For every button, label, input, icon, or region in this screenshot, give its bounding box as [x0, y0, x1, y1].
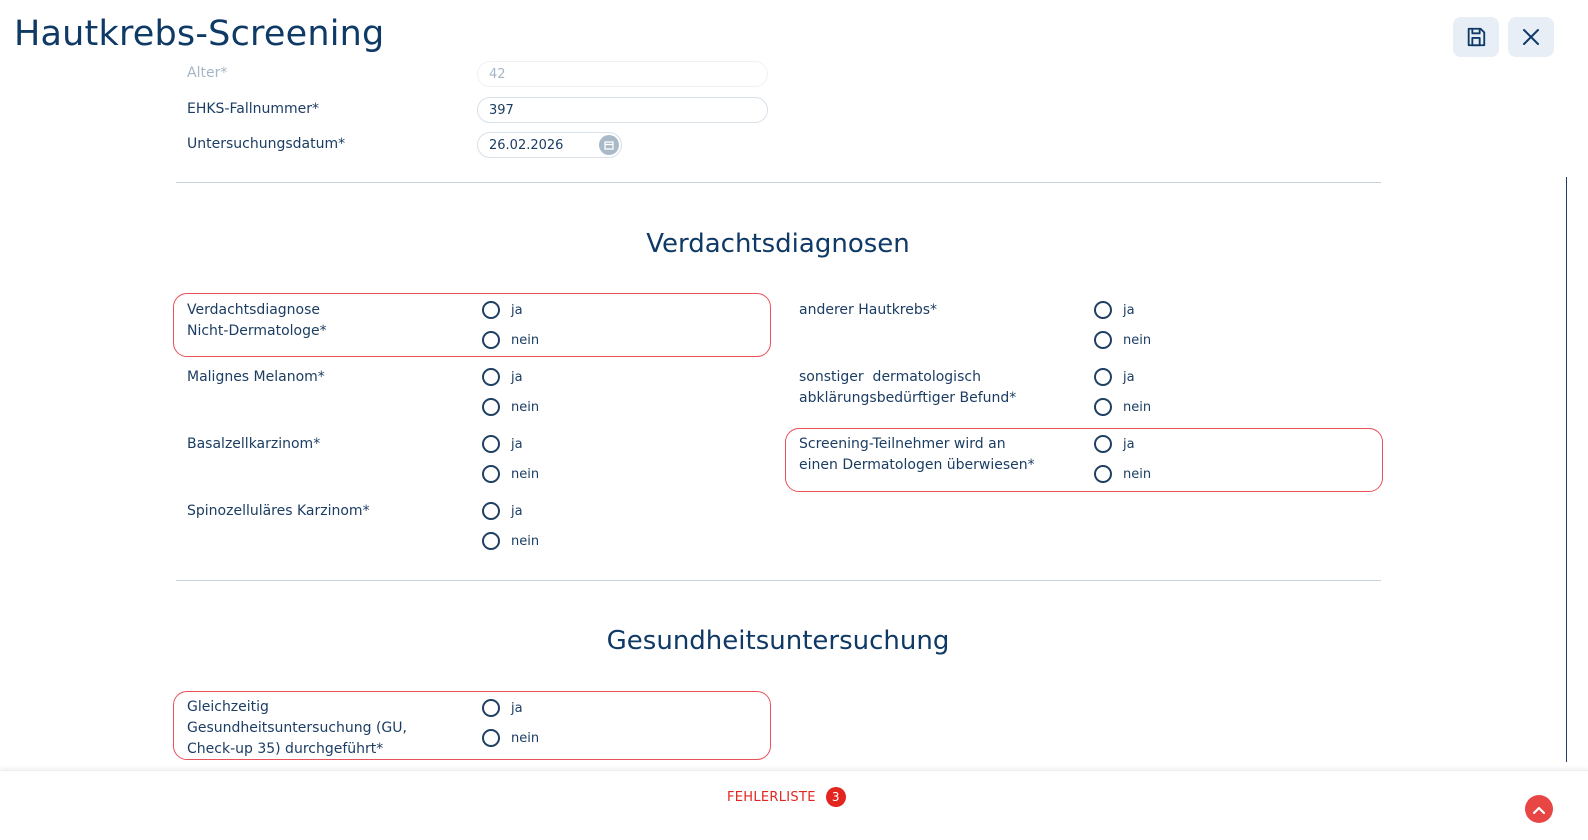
exam-date-input[interactable] — [477, 132, 622, 158]
case-number-label: EHKS-Fallnummer* — [187, 101, 320, 117]
close-icon — [1522, 28, 1540, 46]
exam-date-label: Untersuchungsdatum* — [187, 136, 346, 152]
radio-verdacht-nicht-derma-ja[interactable]: ja — [482, 301, 523, 319]
error-list-button[interactable] — [727, 787, 846, 807]
save-icon — [1465, 26, 1487, 48]
question-sonstiger-befund: sonstiger dermatologisch abklärungsbedürftiger Befund* — [799, 369, 1017, 406]
radio-anderer-ja[interactable]: ja — [1094, 301, 1135, 319]
radio-ueberweisung-ja[interactable]: ja — [1094, 435, 1135, 453]
page-title: Hautkrebs-Screening — [14, 14, 385, 54]
radio-gu-ja[interactable]: ja — [482, 699, 523, 717]
exam-date-value: 26.02.2026 — [489, 137, 564, 153]
close-button[interactable] — [1508, 17, 1554, 57]
section-title-gesundheitsuntersuchung: Gesundheitsuntersuchung — [606, 626, 950, 656]
case-number-input[interactable] — [477, 97, 768, 123]
radio-melanom-nein[interactable]: nein — [482, 398, 539, 416]
radio-sonstiger-ja[interactable]: ja — [1094, 368, 1135, 386]
question-spinozellulaer: Spinozelluläres Karzinom* — [187, 503, 370, 519]
save-button[interactable] — [1453, 17, 1499, 57]
radio-basalzell-ja[interactable]: ja — [482, 435, 523, 453]
radio-spinozell-nein[interactable]: nein — [482, 532, 539, 550]
footer-bar — [0, 770, 1588, 840]
scroll-up-button[interactable] — [1525, 795, 1553, 823]
radio-verdacht-nicht-derma-nein[interactable]: nein — [482, 331, 539, 349]
section-title-verdachtsdiagnosen: Verdachtsdiagnosen — [646, 229, 910, 259]
error-list-label: FEHLERLISTE — [727, 789, 816, 805]
section-divider — [176, 182, 1381, 183]
calendar-icon[interactable] — [599, 135, 619, 155]
question-verdacht-nicht-derma: Verdachtsdiagnose Nicht-Dermatologe* — [187, 302, 327, 339]
radio-melanom-ja[interactable]: ja — [482, 368, 523, 386]
radio-gu-nein[interactable]: nein — [482, 729, 539, 747]
question-malignes-melanom: Malignes Melanom* — [187, 369, 325, 385]
question-basalzellkarzinom: Basalzellkarzinom* — [187, 436, 321, 452]
age-field — [477, 61, 768, 87]
section-divider — [176, 580, 1381, 581]
radio-anderer-nein[interactable]: nein — [1094, 331, 1151, 349]
radio-spinozell-ja[interactable]: ja — [482, 502, 523, 520]
question-anderer-hautkrebs: anderer Hautkrebs* — [799, 302, 938, 318]
question-ueberweisung: Screening-Teilnehmer wird an einen Dermatologen überwiesen* — [799, 436, 1035, 473]
question-gleichzeitig-gu: Gleichzeitig Gesundheitsuntersuchung (GU, Check-up 35) durchgeführt* — [187, 699, 407, 757]
age-value: 42 — [489, 66, 506, 82]
radio-basalzell-nein[interactable]: nein — [482, 465, 539, 483]
radio-sonstiger-nein[interactable]: nein — [1094, 398, 1151, 416]
age-label: Alter* — [187, 65, 228, 81]
scrollbar[interactable] — [1566, 177, 1567, 762]
radio-ueberweisung-nein[interactable]: nein — [1094, 465, 1151, 483]
chevron-up-icon — [1532, 800, 1546, 819]
case-number-value: 397 — [489, 102, 514, 118]
error-count-badge: 3 — [826, 787, 846, 807]
